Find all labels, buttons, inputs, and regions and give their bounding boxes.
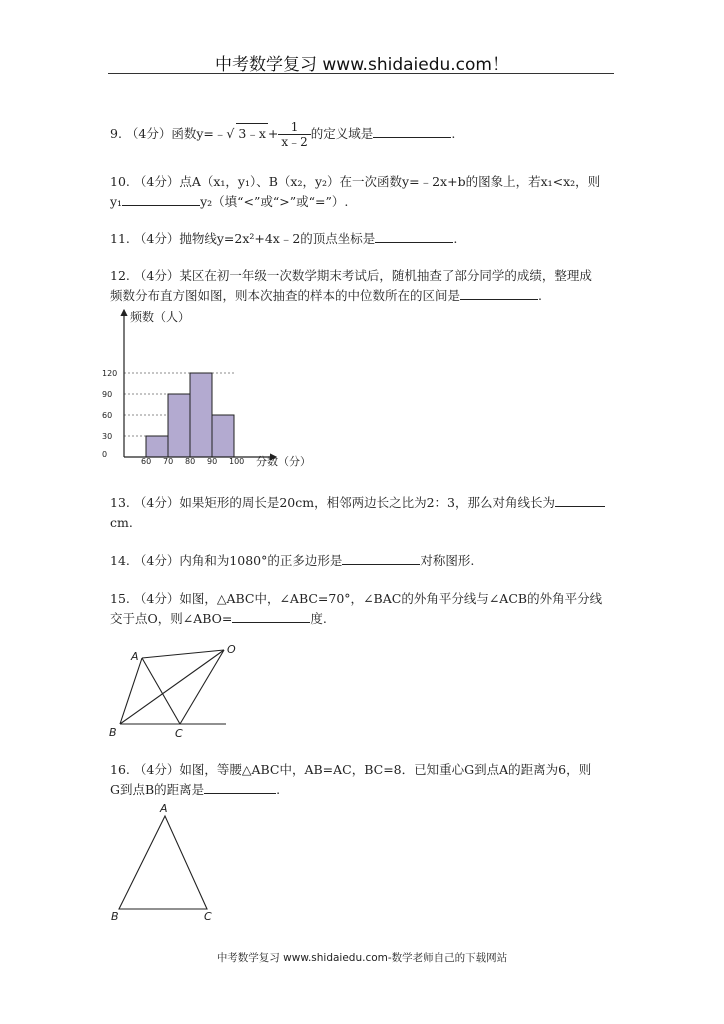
q11-end: . [453, 231, 458, 246]
question-13 [110, 493, 620, 533]
header-divider [108, 73, 614, 74]
q11-text: 抛物线y=2x²+4x﹣2的顶点坐标是 [179, 231, 376, 246]
histogram-bars [146, 373, 234, 457]
fig16-label-B: B [111, 910, 119, 923]
q14-answer-blank[interactable] [342, 551, 420, 565]
question-15 [110, 589, 620, 629]
q15-score: （4分） [133, 591, 180, 606]
fig16-label-A: A [160, 802, 168, 815]
fig15-label-B: B [109, 726, 117, 739]
q9-score: （4分） [125, 126, 172, 141]
q12-score: （4分） [133, 268, 180, 283]
q10-line1 [110, 172, 620, 192]
q16-text-1: 如图，等腰△ABC中，AB=AC，BC=8．已知重心G到点A的距离为6，则 [179, 762, 592, 777]
bar-90-100 [212, 415, 234, 457]
q16-line2 [110, 780, 620, 800]
q12-number: 12. [110, 268, 130, 283]
q9-radicand: 3﹣x [236, 123, 268, 144]
question-11 [110, 229, 620, 249]
q12-line1 [110, 266, 620, 286]
x-tick-80: 80 [185, 457, 196, 466]
x-tick-70: 70 [163, 457, 174, 466]
q9-text-pre: 函数y=﹣ [171, 126, 227, 141]
q16-end: . [276, 782, 281, 797]
fig16-triangle [119, 816, 207, 909]
bar-60-70 [146, 436, 168, 457]
fig15-segment-AC [142, 658, 180, 724]
x-tick-100: 100 [229, 457, 245, 466]
q10-text: 点A（x₁，y₁）、B（x₂，y₂）在一次函数y=﹣2x+b的图象上，若x₁<x₂，则 [179, 174, 601, 189]
q12-answer-blank[interactable] [460, 286, 538, 300]
x-tick-90: 90 [207, 457, 218, 466]
q13-unit: cm. [110, 515, 133, 530]
q9-radical: √ 3﹣x [226, 126, 267, 141]
y-tick-120: 120 [102, 369, 118, 378]
y-axis-label: 频数（人） [130, 310, 191, 324]
q10-y2: y₂ [200, 194, 213, 209]
q16-text-2: G到点B的距离是 [110, 782, 205, 797]
bar-80-90 [190, 373, 212, 457]
q10-fill-hint: （填“<”或“>”或“=”）. [212, 194, 349, 209]
q15-text-1: 如图，△ABC中，∠ABC=70°，∠BAC的外角平分线与∠ACB的外角平分线 [179, 591, 603, 606]
q9-fraction [278, 120, 310, 149]
q11-score: （4分） [133, 231, 180, 246]
x-axis-label: 分数（分） [256, 455, 311, 468]
q9-plus: + [267, 126, 279, 141]
y-tick-30: 30 [102, 432, 113, 441]
fig15-label-A: A [131, 650, 139, 663]
q9-frac-den: x﹣2 [281, 135, 308, 149]
q16-score: （4分） [133, 762, 180, 777]
bar-70-80 [168, 394, 190, 457]
x-tick-labels [141, 457, 244, 466]
q11-answer-blank[interactable] [375, 229, 453, 243]
q14-post: 对称图形. [420, 553, 475, 568]
q13-answer-blank[interactable] [555, 493, 605, 507]
q10-y1: y₁ [110, 194, 123, 209]
q9-number: 9. [110, 126, 122, 141]
q15-answer-blank[interactable] [232, 609, 310, 623]
q13-text: 如果矩形的周长是20cm，相邻两边长之比为2：3，那么对角线长为 [179, 495, 555, 510]
fig16-label-C: C [204, 910, 212, 923]
q12-end: . [538, 288, 542, 303]
fig15-segment-AB [120, 658, 142, 724]
q11-number: 11. [110, 231, 130, 246]
q10-answer-blank[interactable] [122, 192, 200, 206]
fig15-label-O: O [227, 643, 236, 656]
y-tick-labels [102, 369, 117, 459]
q13-line1 [110, 493, 620, 513]
q15-line2 [110, 609, 620, 629]
frequency-histogram [100, 300, 340, 475]
x-tick-60: 60 [141, 457, 152, 466]
q15-line1 [110, 589, 620, 609]
page-footer: 中考数学复习 www.shidaiedu.com-数学老师自己的下载网站 [216, 952, 508, 964]
question-14 [110, 551, 620, 571]
y-tick-0: 0 [102, 450, 108, 459]
y-tick-60: 60 [102, 411, 113, 420]
q16-number: 16. [110, 762, 130, 777]
y-tick-90: 90 [102, 390, 113, 399]
q15-text-2: 交于点O，则∠ABO= [110, 611, 233, 626]
q10-line2 [110, 192, 620, 212]
q12-text-2: 频数分布直方图如图，则本次抽查的样本的中位数所在的区间是 [110, 288, 461, 303]
fig15-segment-AO [142, 650, 224, 658]
q9-answer-blank[interactable] [373, 124, 451, 138]
figure-16-isosceles-triangle [100, 800, 230, 925]
fig15-segment-OC [180, 650, 224, 724]
question-10 [110, 172, 620, 212]
q14-number: 14. [110, 553, 130, 568]
q12-text-1: 某区在初一年级一次数学期末考试后，随机抽查了部分同学的成绩，整理成 [179, 268, 592, 283]
q10-score: （4分） [133, 174, 180, 189]
q10-number: 10. [110, 174, 130, 189]
figure-15-triangle [100, 638, 240, 743]
q13-number: 13. [110, 495, 130, 510]
page-header: 中考数学复习 www.shidaiedu.com！ [215, 55, 509, 75]
question-16 [110, 760, 620, 800]
q9-frac-num: 1 [278, 120, 310, 135]
q13-score: （4分） [133, 495, 180, 510]
q15-end: 度. [310, 611, 327, 626]
q15-number: 15. [110, 591, 130, 606]
q9-end: . [451, 126, 456, 141]
question-9 [110, 120, 620, 149]
q9-text-post: 的定义域是 [310, 126, 374, 141]
fig15-label-C: C [175, 727, 183, 740]
q16-line1 [110, 760, 620, 780]
q16-answer-blank[interactable] [204, 780, 276, 794]
q14-text: 内角和为1080°的正多边形是 [179, 553, 343, 568]
q14-score: （4分） [133, 553, 180, 568]
